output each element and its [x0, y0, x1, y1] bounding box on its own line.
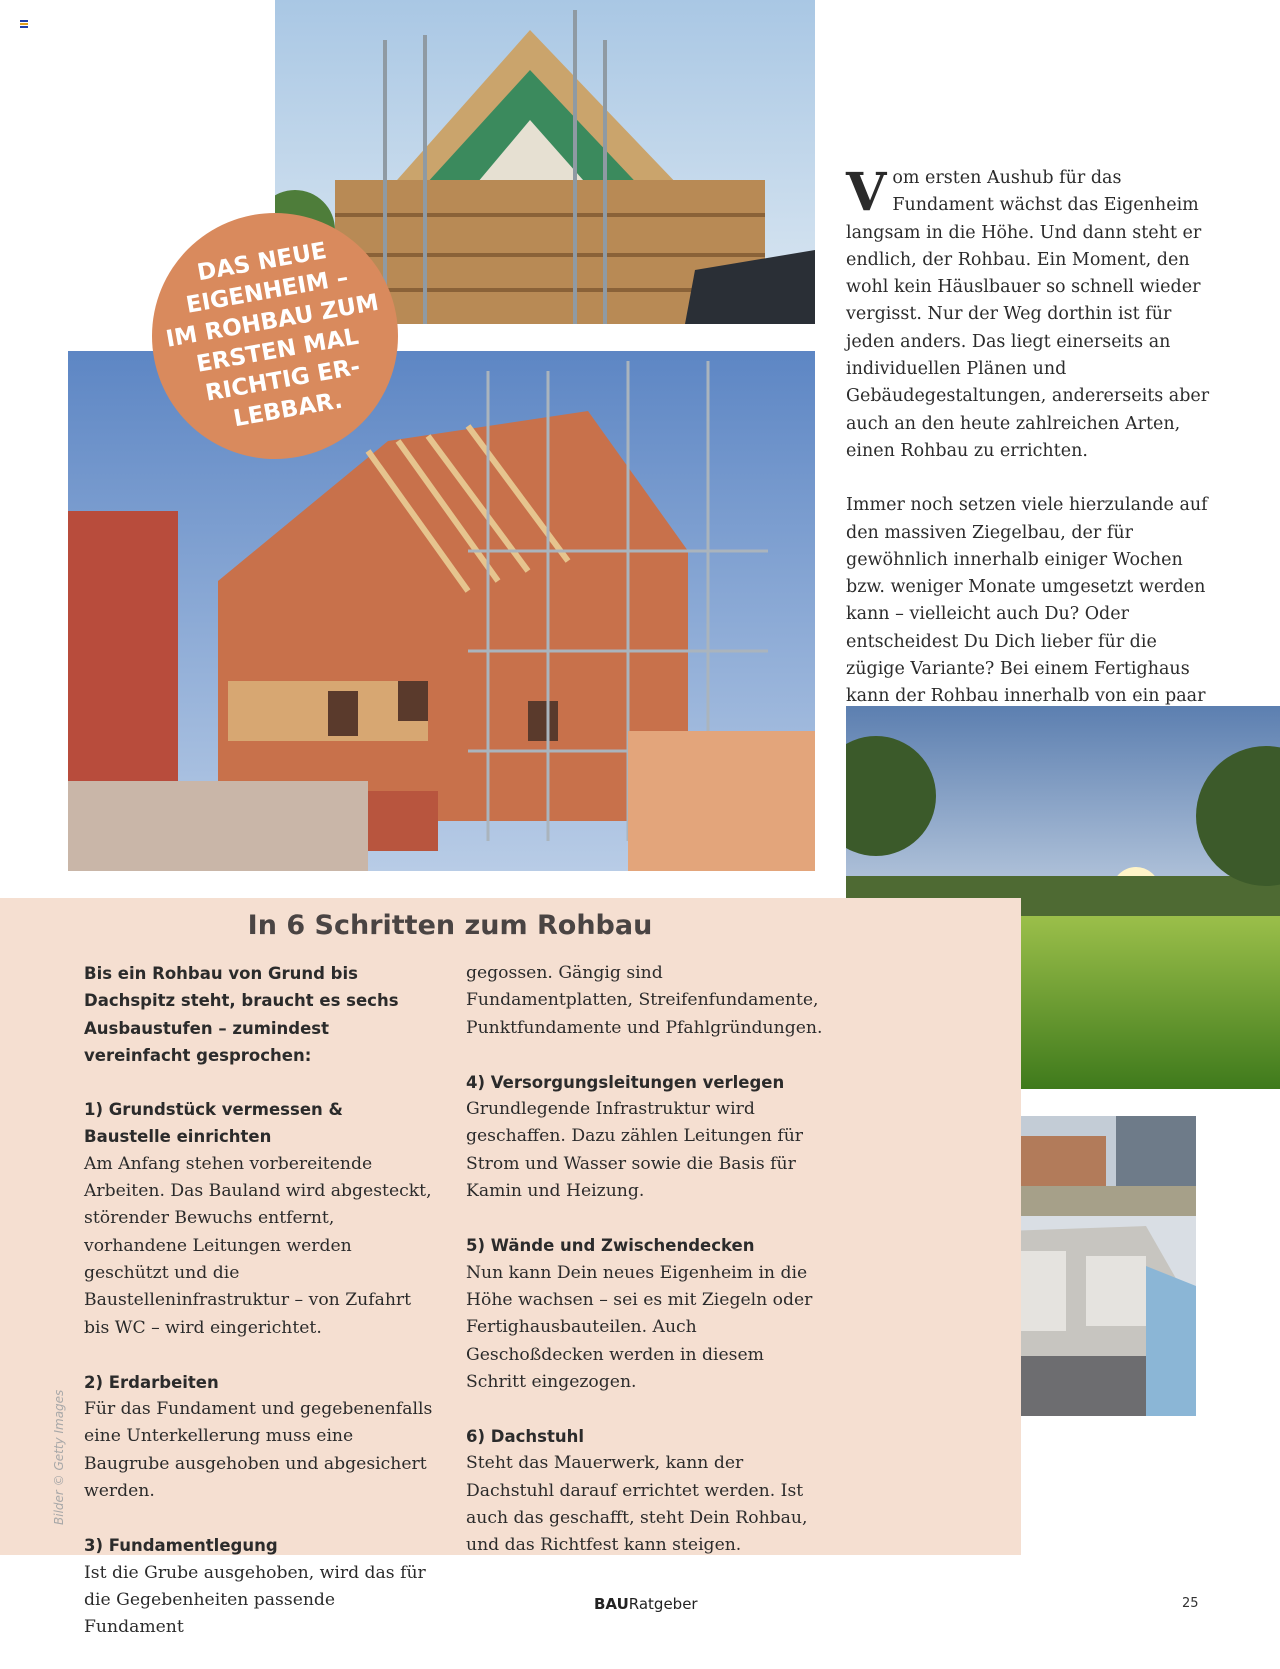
- step-3-continued: gegossen. Gängig sind Fundamentplatten, Streifenfundamente, Punktfundamente und Pfahlgründungen.: [466, 963, 823, 1038]
- step-6-title: 6) Dachstuhl: [466, 1427, 584, 1447]
- panel-title: In 6 Schritten zum Rohbau: [247, 910, 653, 941]
- photo-credit: Bilder © Getty Images: [52, 1389, 66, 1525]
- step-2-body: Für das Fundament und gegebenenfalls eine Unterkellerung muss eine Baugrube ausgehoben und abgesichert werden.: [84, 1399, 433, 1502]
- intro-paragraph-2: [846, 492, 1216, 738]
- badge-text: DAS NEUE EIGENHEIM – IM ROHBAU ZUM ERSTEN MAL RICHTIG ER- LEBBAR.: [164, 237, 381, 433]
- page-number: 25: [1182, 1596, 1199, 1611]
- intro-text: [846, 162, 1216, 765]
- step-5-title: 5) Wände und Zwischendecken: [466, 1236, 755, 1256]
- step-4-title: 4) Versorgungsleitungen verlegen: [466, 1072, 785, 1092]
- footer-brand-bold: BAU: [594, 1595, 629, 1613]
- flag-icon: [20, 20, 28, 28]
- intro-paragraph-1-text: om ersten Aushub für das Fundament wächst das Eigenheim langsam in die Höhe. Und dann steht er endlich, der Rohbau. Ein Moment, den wohl kein Häuslbauer so schnell wieder vergisst. Nur der Weg dorthin ist für jeden anders. Das liegt einerseits an individuellen Plänen und Gebäudegestaltungen, andererseits aber auch an den heute zahlreichen Arten, einen Rohbau zu errichten.: [846, 168, 1210, 461]
- footer-brand: [594, 1595, 698, 1613]
- panel-lead: Bis ein Rohbau von Grund bis Dachspitz steht, braucht es sechs Ausbaustufen – zumindest vereinfacht gesprochen:: [84, 964, 399, 1065]
- drop-cap: V: [846, 162, 887, 223]
- step-2-title: 2) Erdarbeiten: [84, 1372, 219, 1392]
- step-1-title: 1) Grundstück vermessen & Baustelle einrichten: [84, 1100, 343, 1147]
- intro-paragraph-2-text: Immer noch setzen viele hierzulande auf den massiven Ziegelbau, der für gewöhnlich innerhalb einiger Wochen bzw. weniger Monate umgesetzt werden kann – vielleicht auch Du? Oder entscheidest Du Dich lieber für die zügige Variante? Bei einem Fertighaus kann der Rohbau innerhalb von ein paar: [846, 495, 1208, 707]
- headline-badge: [152, 213, 398, 459]
- step-5-body: Nun kann Dein neues Eigenheim in die Höhe wachsen – sei es mit Ziegeln oder Fertighausbauteilen. Auch Geschoßdecken werden in diesem Schritt eingezogen.: [466, 1262, 813, 1392]
- step-6-body: Steht das Mauerwerk, kann der Dachstuhl darauf errichtet werden. Ist auch das geschafft, steht Dein Rohbau, und das Richtfest kann steigen.: [466, 1453, 808, 1556]
- step-1-body: Am Anfang stehen vorbereitende Arbeiten. Das Bauland wird abgesteckt, störender Bewuchs entfernt, vorhandene Leitungen werden geschützt und die Baustelleninfrastruktur – von Zufahrt bis WC – wird eingerichtet.: [84, 1153, 432, 1338]
- intro-paragraph-1: [846, 162, 1216, 465]
- steps-column-right: [466, 960, 826, 1587]
- footer-brand-rest: Ratgeber: [628, 1595, 698, 1613]
- step-3-body: Ist die Grube ausgehoben, wird das für die Gegebenheiten passende Fundament: [84, 1562, 426, 1638]
- step-4-body: Grundlegende Infrastruktur wird geschaffen. Dazu zählen Leitungen für Strom und Wasser sowie die Basis für Kamin und Heizung.: [466, 1099, 803, 1202]
- steps-column-left: [84, 960, 434, 1669]
- step-3-title: 3) Fundamentlegung: [84, 1536, 278, 1556]
